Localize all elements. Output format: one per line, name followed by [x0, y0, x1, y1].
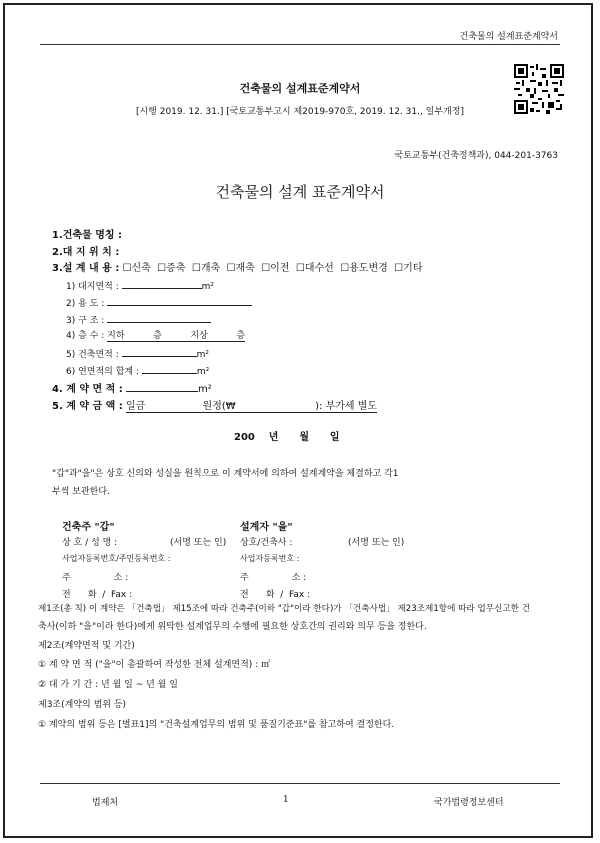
total-area-field[interactable] [142, 362, 197, 374]
item-site-location: 2.대 지 위 치 : [52, 247, 120, 258]
designer-name-label: 상호/건축사 : [240, 538, 293, 548]
designer-reg-label: 사업자등록번호 : [240, 554, 300, 563]
intro-line-1: "갑"과"을"은 상호 신의와 성실을 원칙으로 이 계약서에 의하여 설계계약을 체결하고 각1 [52, 469, 399, 479]
page-number: 1 [283, 795, 289, 805]
sub-structure: 3) 구 조 : [66, 311, 211, 326]
checkbox-other[interactable]: ☐기타 [391, 263, 423, 274]
enforcement-info: [시행 2019. 12. 31.] [국토교통부고시 제2019-970호, 2019. 12. 31., 일부개정] [135, 107, 465, 117]
checkbox-major-repair[interactable]: ☐대수선 [292, 263, 334, 274]
article-3-title: 제3조(계약의 범위 등) [38, 700, 127, 710]
article-2-item-2: ② 대 가 기 간 : 년 월 일 ~ 년 월 일 [38, 680, 178, 690]
ministry-contact: 국토교통부(건축정책과), 044-201-3763 [394, 151, 558, 161]
owner-address-label: 주 소 : [62, 573, 129, 583]
sub-total-floor-area: 6) 연면적의 합계 : m² [66, 362, 209, 377]
article-1-line-2: 축사(이하 "을"이라 한다)에게 위탁한 설계업무의 수행에 필요한 상호간의 권리와 의무 등을 정한다. [38, 622, 427, 632]
structure-field[interactable] [107, 311, 211, 323]
land-area-field[interactable] [122, 277, 202, 289]
contract-area-field[interactable] [126, 380, 198, 392]
doc-title: 건축물의 설계표준계약서 [239, 82, 361, 95]
checkbox-new[interactable]: ☐신축 [122, 263, 151, 274]
checkbox-use-change[interactable]: ☐용도변경 [337, 263, 388, 274]
sub-use: 2) 용 도 : [66, 294, 252, 309]
sub-building-area: 5) 건축면적 : m² [66, 345, 209, 360]
checkbox-relocation[interactable]: ☐이전 [258, 263, 290, 274]
header-rule [40, 44, 560, 45]
design-content-label: 3.설 계 내 용 : [52, 263, 120, 274]
article-2-title: 제2조(계약면적 및 기간) [38, 641, 135, 651]
footer-rule [40, 783, 560, 784]
designer-sign: (서명 또는 인) [348, 538, 405, 548]
intro-line-2: 부씩 보관한다. [52, 487, 110, 497]
item-building-name: 1.건축물 명칭 : [52, 230, 123, 241]
footer-right: 국가법령정보센터 [434, 798, 504, 808]
article-2-item-1: ① 계 약 면 적 ("을"이 총괄하여 작성한 전체 설계면적) : ㎡ [38, 660, 271, 670]
item-contract-amount: 5. 계 약 금 액 : 일금 원정(₩ ): 부가세 별도 [52, 401, 378, 412]
article-1-line-1: 제1조(총 칙) 이 계약은 「건축법」 제15조에 따라 건축주(이하 "갑"이라 한다)가 「건축사법」 제23조제1항에 따라 업무신고한 건 [38, 604, 531, 614]
sub-land-area: 1) 대지면적 : m² [66, 277, 214, 292]
owner-title: 건축주 "갑" [62, 522, 115, 533]
item-design-content [52, 259, 422, 274]
contract-amount-field[interactable]: 일금 원정(₩ ): 부가세 별도 [126, 401, 378, 412]
checkbox-extension[interactable]: ☐증축 [154, 263, 186, 274]
main-title: 건축물의 설계 표준계약서 [215, 183, 385, 201]
floors-field[interactable]: 지하 층 지상 층 [107, 331, 246, 341]
page-frame [3, 3, 593, 838]
article-3-item-1: ① 계약의 범위 등은 [별표1]의 "건축설계업무의 범위 및 품질기준표"를 참고하여 결정한다. [38, 720, 395, 730]
designer-address-label: 주 소 : [240, 573, 307, 583]
building-area-field[interactable] [122, 345, 197, 357]
footer-left: 법제처 [92, 798, 119, 808]
owner-phone-label: 전 화 / Fax : [62, 590, 133, 600]
designer-phone-label: 전 화 / Fax : [240, 590, 311, 600]
owner-reg-label: 사업자등록번호/주민등록번호 : [62, 554, 171, 563]
use-field[interactable] [107, 294, 252, 306]
checkbox-renovation[interactable]: ☐개축 [188, 263, 221, 274]
item-contract-area: 4. 계 약 면 적 : m² [52, 380, 212, 395]
contract-date: 200 년 월 일 [234, 432, 340, 443]
owner-sign: (서명 또는 인) [170, 538, 227, 548]
running-title: 건축물의 설계표준계약서 [459, 32, 558, 42]
checkbox-rebuild[interactable]: ☐재축 [223, 263, 255, 274]
owner-name-label: 상 호 / 성 명 : [62, 538, 118, 548]
designer-title: 설계자 "을" [240, 522, 293, 533]
sub-floors: 4) 층 수 : 지하 층 지상 층 [66, 331, 246, 341]
